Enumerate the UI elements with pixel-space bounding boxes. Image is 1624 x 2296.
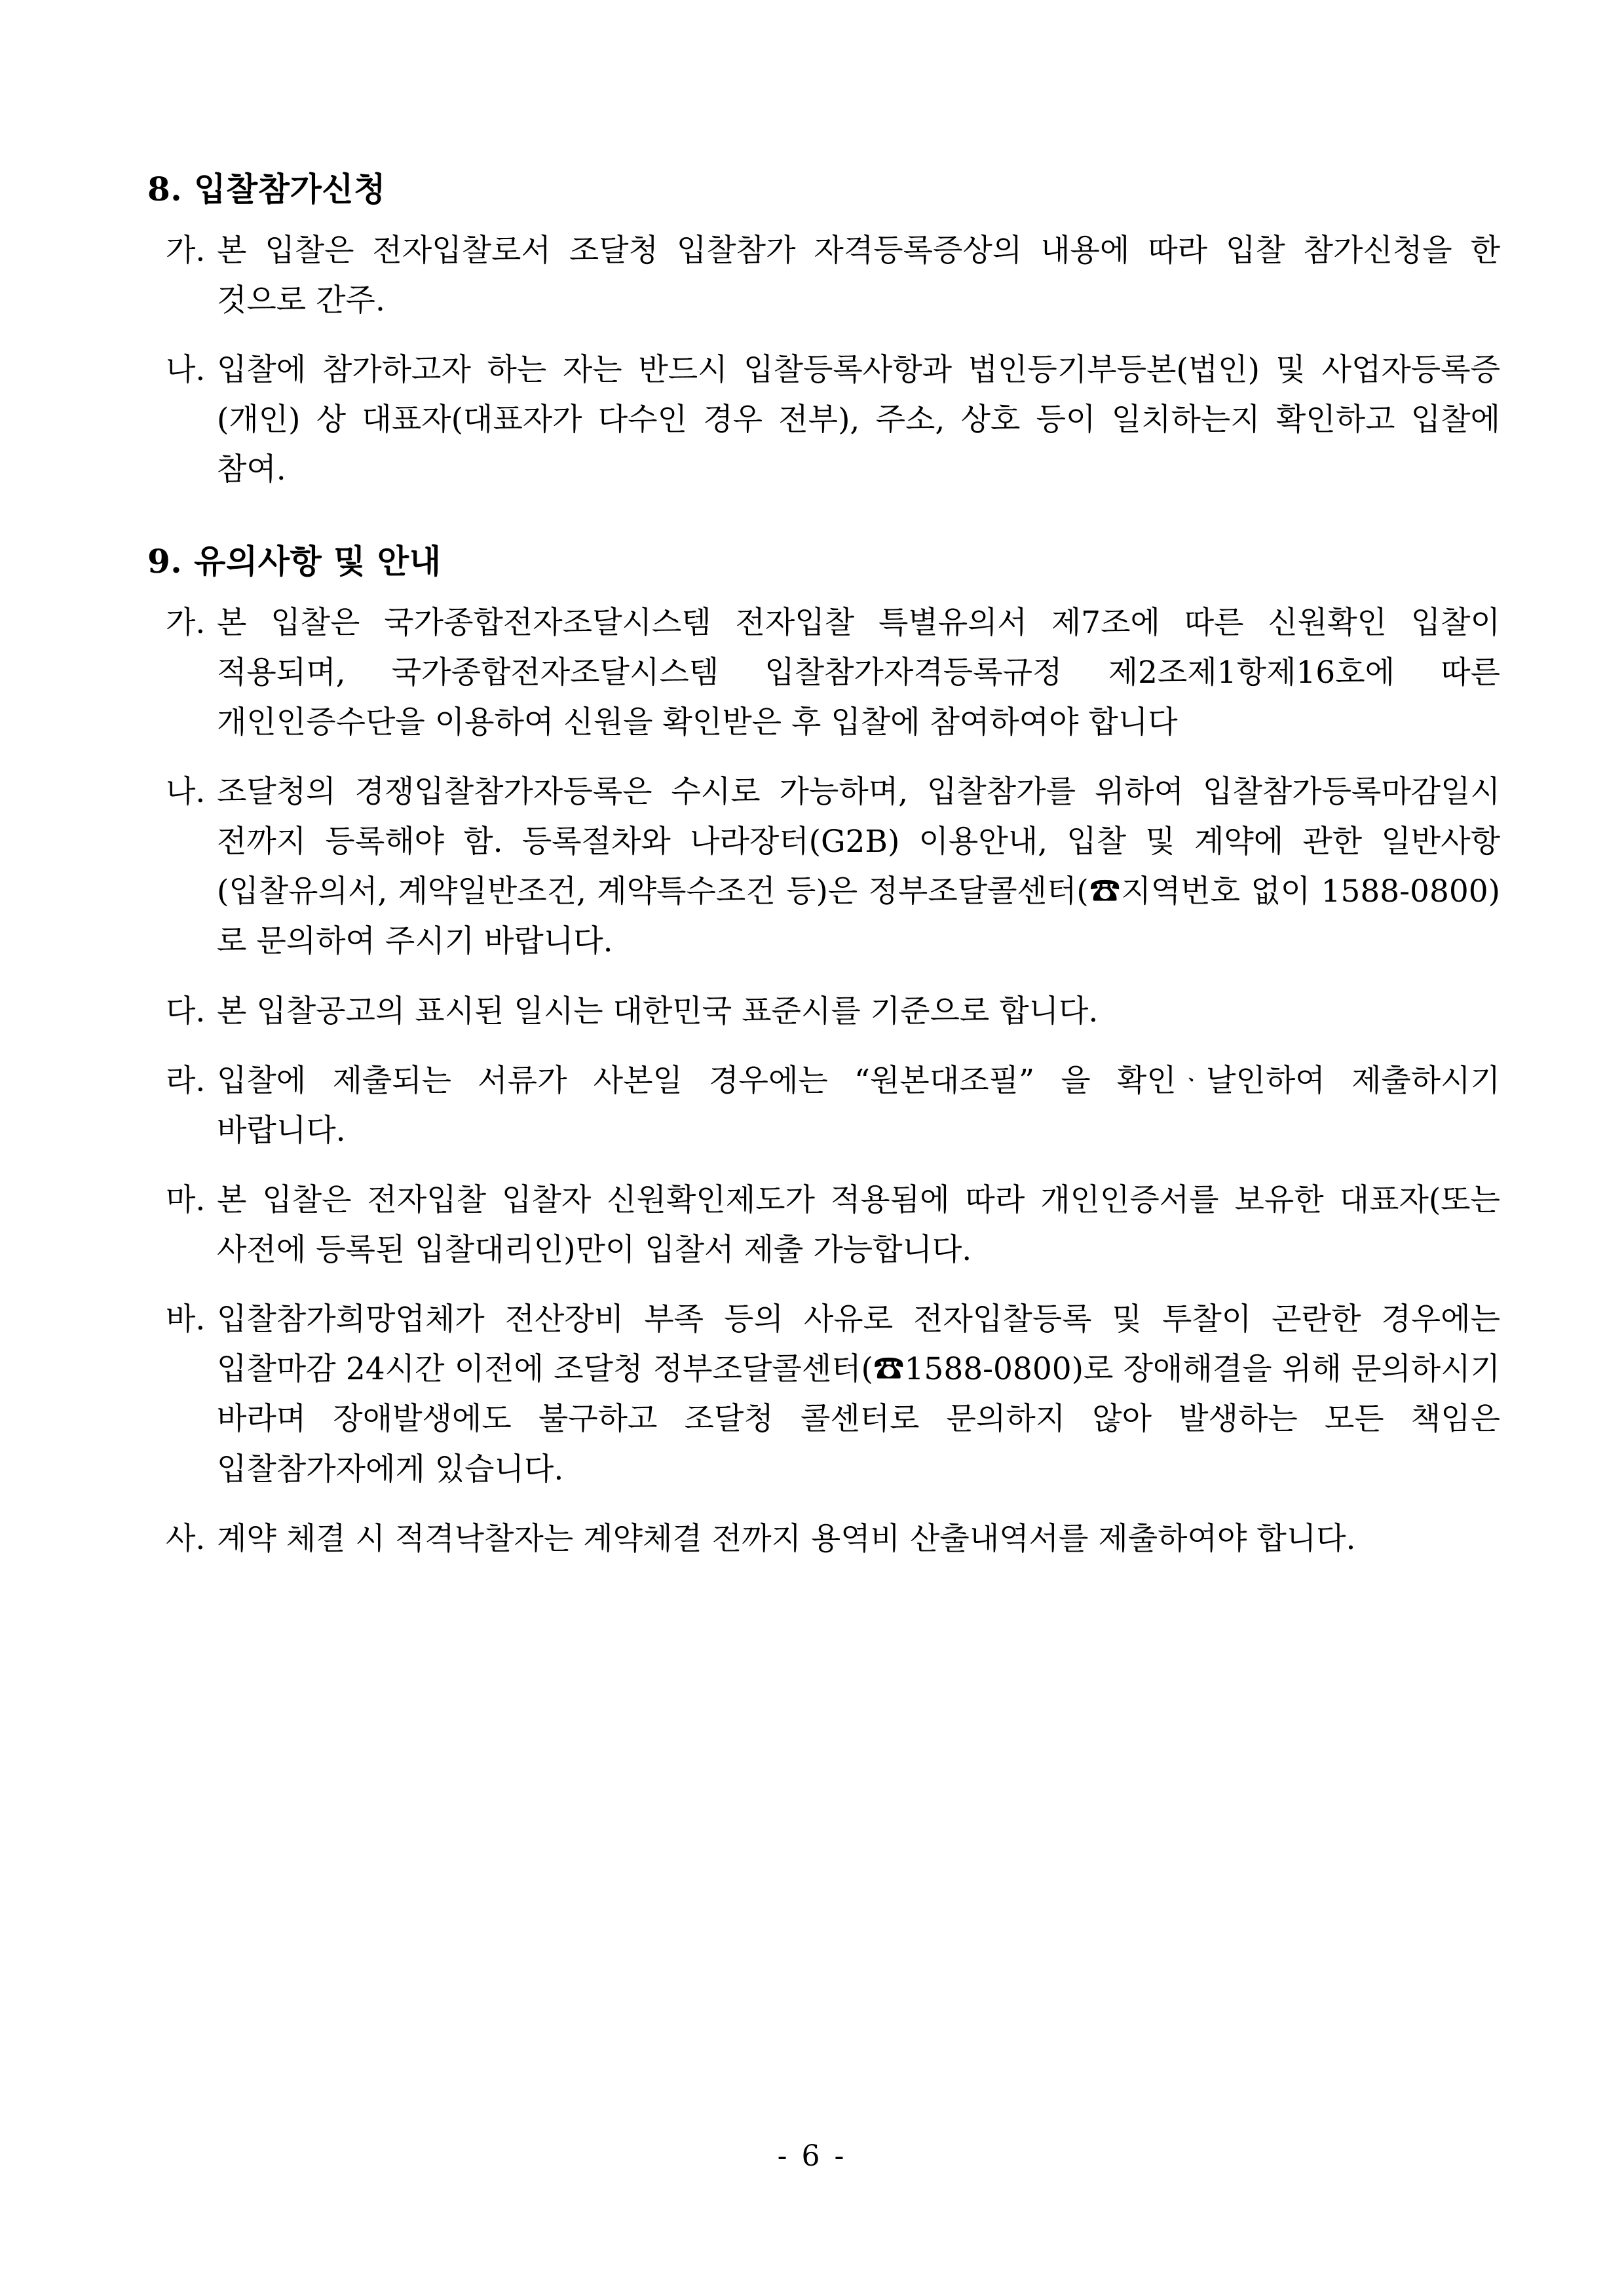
- list-item: [147, 1176, 1500, 1275]
- paragraph: 본 입찰은 전자입찰로서 조달청 입찰참가 자격등록증상의 내용에 따라 입찰 참가신청을 한 것으로 간주.: [217, 232, 1500, 318]
- list-item-marker: 사.: [166, 1520, 206, 1557]
- list-item-body: [217, 226, 1500, 326]
- list-item: [147, 1514, 1500, 1564]
- section-heading: 9. 유의사항 및 안내: [147, 542, 442, 581]
- list-item-body: [217, 1056, 1500, 1156]
- list-item: [147, 1295, 1500, 1495]
- list-item-marker: 다.: [166, 993, 206, 1029]
- page-number: - 6 -: [777, 2139, 847, 2173]
- list-item: [147, 226, 1500, 326]
- list-item-marker: 가.: [166, 604, 206, 641]
- list-item-body: [217, 767, 1500, 967]
- list-item-marker: 바.: [166, 1301, 206, 1338]
- list-item-marker: 가.: [166, 232, 206, 269]
- paragraph: 입찰참가희망업체가 전산장비 부족 등의 사유로 전자입찰등록 및 투찰이 곤란한 경우에는 입찰마감 24시간 이전에 조달청 정부조달콜센터(☎1588-0800)로 장애해결을 위해 문의하시기 바라며 장애발생에도 불구하고 조달청 콜센터로 문의하지 않아 발생하는 모든 책임은 입찰참가자에게 있습니다.: [217, 1301, 1500, 1487]
- list-item-marker: 나.: [166, 774, 206, 810]
- paragraph: 본 입찰은 국가종합전자조달시스템 전자입찰 특별유의서 제7조에 따른 신원확인 입찰이 적용되며, 국가종합전자조달시스템 입찰참가자격등록규정 제2조제1항제16호에 따른 개인인증수단을 이용하여 신원을 확인받은 후 입찰에 참여하여야 합니다: [217, 604, 1500, 740]
- list-item-marker: 마.: [166, 1181, 206, 1218]
- section-8: [147, 167, 1500, 495]
- section-9: [147, 539, 1500, 1564]
- list-item-marker: 나.: [166, 351, 206, 388]
- list-item: [147, 345, 1500, 495]
- paragraph: 조달청의 경쟁입찰참가자등록은 수시로 가능하며, 입찰참가를 위하여 입찰참가등록마감일시 전까지 등록해야 함. 등록절차와 나라장터(G2B) 이용안내, 입찰 및 계약에 관한 일반사항(입찰유의서, 계약일반조건, 계약특수조건 등)은 정부조달콜센터(☎지역번호 없이 1588-0800)로 문의하여 주시기 바랍니다.: [217, 774, 1500, 960]
- list-item-body: [217, 1514, 1500, 1564]
- list-item-body: [217, 345, 1500, 495]
- list-item: [147, 987, 1500, 1037]
- list-item-body: [217, 1176, 1500, 1275]
- list-item: [147, 1056, 1500, 1156]
- paragraph: 본 입찰은 전자입찰 입찰자 신원확인제도가 적용됨에 따라 개인인증서를 보유한 대표자(또는 사전에 등록된 입찰대리인)만이 입찰서 제출 가능합니다.: [217, 1181, 1500, 1268]
- list-item-body: [217, 1295, 1500, 1495]
- list-item-body: [217, 987, 1500, 1037]
- section-heading: 8. 입찰참가신청: [147, 170, 386, 208]
- paragraph: 본 입찰공고의 표시된 일시는 대한민국 표준시를 기준으로 합니다.: [217, 993, 1099, 1029]
- list-item-body: [217, 598, 1500, 748]
- list-item: [147, 598, 1500, 748]
- paragraph: 계약 체결 시 적격낙찰자는 계약체결 전까지 용역비 산출내역서를 제출하여야 합니다.: [217, 1520, 1356, 1557]
- paragraph: 입찰에 참가하고자 하는 자는 반드시 입찰등록사항과 법인등기부등본(법인) 및 사업자등록증(개인) 상 대표자(대표자가 다수인 경우 전부), 주소, 상호 등이 일치하는지 확인하고 입찰에 참여.: [217, 351, 1500, 488]
- paragraph: 입찰에 제출되는 서류가 사본일 경우에는 “원본대조필” 을 확인ᆞ날인하여 제출하시기 바랍니다.: [217, 1062, 1500, 1149]
- list-item: [147, 767, 1500, 967]
- document-body: [147, 167, 1500, 1564]
- list-item-marker: 라.: [166, 1062, 206, 1099]
